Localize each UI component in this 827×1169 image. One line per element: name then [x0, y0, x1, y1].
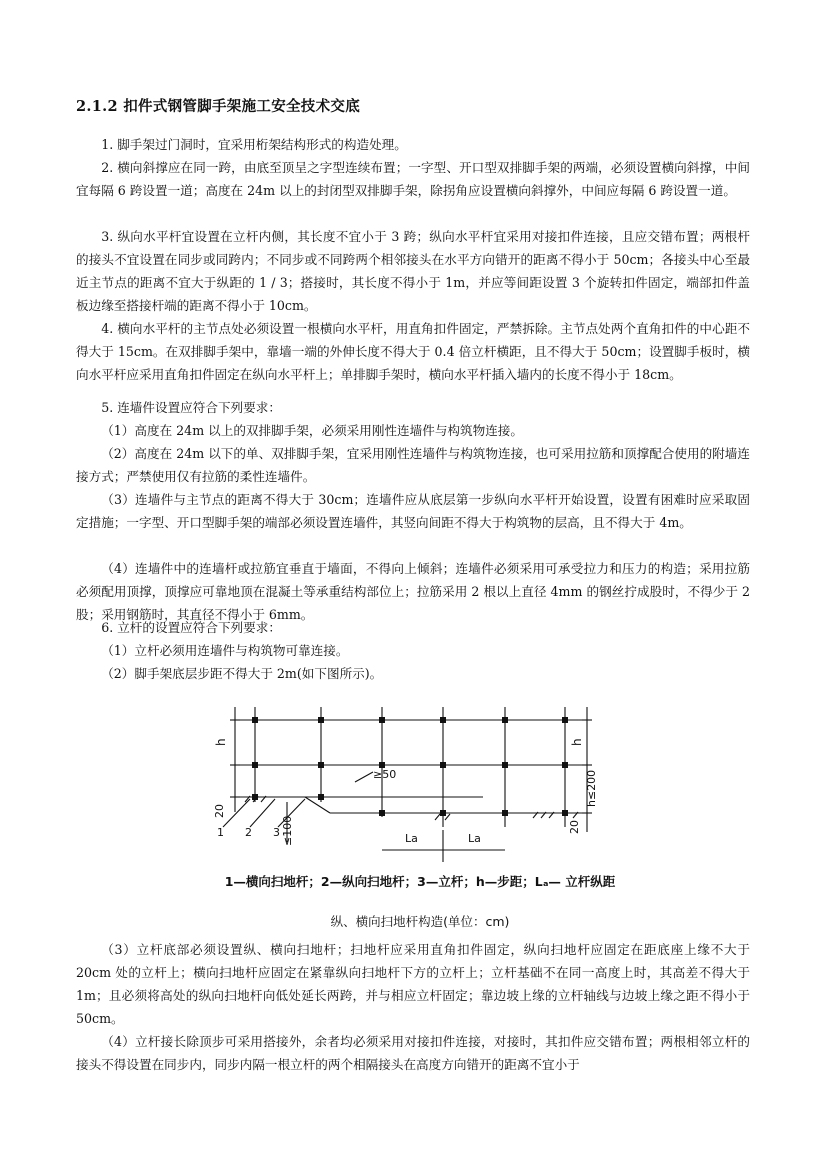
paragraph-6-2: （2）脚手架底层步距不得大于 2m(如下图所示)。 [101, 666, 383, 681]
label-h-le-200: h≤200 [585, 769, 598, 807]
label-20-left: 20 [213, 804, 226, 818]
paragraph-5-2: （2）高度在 24m 以下的单、双排脚手架，宜采用刚性连墙件与构筑物连接，也可采用拉筋和顶撑配合使用的附墙连接方式；严禁使用仅有拉筋的柔性连墙件。 [76, 446, 750, 484]
scaffold-sweeping-pole-diagram [195, 702, 625, 892]
paragraph-6-1: （1）立杆必须用连墙件与构筑物可靠连接。 [101, 643, 349, 658]
label-20-right: 20 [568, 820, 581, 834]
paragraph-5-4: （4）连墙件中的连墙杆或拉筋宜垂直于墙面，不得向上倾斜；连墙件必须采用可承受拉力和压力的构造；采用拉筋必须配用顶撑，顶撑应可靠地顶在混凝土等承重结构部位上；拉筋采用 2 根以上直径 4mm 的钢丝拧成股时，不得少于 2 股；采用钢筋时，其直径不得小于 6mm。 [76, 561, 750, 622]
label-slope-50: ≥50 [373, 768, 397, 781]
paragraph-6-3: （3）立杆底部必须设置纵、横向扫地杆；扫地杆应采用直角扣件固定，纵向扫地杆应固定在距底座上缘不大于 20cm 处的立杆上；横向扫地杆应固定在紧靠纵向扫地杆下方的立杆上；立杆基础不在同一高度上时，其高差不得大于 1m；且必须将高处的纵向扫地杆向低处延长两跨，并与相应立杆固定；靠边坡上缘的立杆轴线与边坡上缘之距不得小于 50cm。 [76, 942, 750, 1026]
paragraph-5: 5. 连墙件设置应符合下列要求： [101, 400, 281, 415]
label-la-2: La [468, 832, 481, 845]
label-le-100: ≤100 [281, 815, 294, 846]
label-la-1: La [405, 832, 418, 845]
paragraph-5-3: （3）连墙件与主节点的距离不得大于 30cm；连墙件应从底层第一步纵向水平杆开始设置，设置有困难时应采取固定措施；一字型、开口型脚手架的端部必须设置连墙件，其竖向间距不得大于构筑物的层高，且不得大于 4m。 [76, 492, 750, 530]
paragraph-5-1: （1）高度在 24m 以上的双排脚手架，必须采用刚性连墙件与构筑物连接。 [101, 423, 523, 438]
paragraph-1: 1. 脚手架过门洞时，宜采用桁架结构形式的构造处理。 [101, 137, 407, 152]
section-title: 2.1.2 扣件式钢管脚手架施工安全技术交底 [76, 98, 361, 115]
label-h-left: h [214, 738, 228, 746]
paragraph-3: 3. 纵向水平杆宜设置在立杆内侧，其长度不宜小于 3 跨；纵向水平杆宜采用对接扣件连接，且应交错布置；两根杆的接头不宜设置在同步或同跨内；不同步或不同跨两个相邻接头在水平方向错开的距离不得小于 50cm；各接头中心至最近主节点的距离不宜大于纵距的 1 / 3；搭接时，其长度不得小于 1m，并应等间距设置 3 个旋转扣件固定，端部扣件盖板边缘至搭接杆端的距离不得小于 10cm。 [76, 229, 750, 313]
label-3: 3 [273, 826, 280, 839]
paragraph-6: 6. 立杆的设置应符合下列要求： [101, 620, 281, 635]
label-h-right: h [570, 738, 584, 746]
label-1: 1 [217, 826, 224, 839]
paragraph-6-4: （4）立杆接长除顶步可采用搭接外，余者均必须采用对接扣件连接，对接时，其扣件应交错布置；两根相邻立杆的接头不得设置在同步内，同步内隔一根立杆的两个相隔接头在高度方向错开的距离不宜小于 [76, 1034, 750, 1072]
label-2: 2 [245, 826, 252, 839]
coupler-nodes [252, 717, 568, 816]
paragraph-2: 2. 横向斜撑应在同一跨，由底至顶呈之字型连续布置；一字型、开口型双排脚手架的两端，必须设置横向斜撑，中间宜每隔 6 跨设置一道；高度在 24m 以上的封闭型双排脚手架，除拐角应设置横向斜撑外，中间应每隔 6 跨设置一道。 [76, 160, 750, 198]
paragraph-4: 4. 横向水平杆的主节点处必须设置一根横向水平杆，用直角扣件固定，严禁拆除。主节点处两个直角扣件的中心距不得大于 15cm。在双排脚手架中，靠墙一端的外伸长度不得大于 0.4 倍立杆横距，且不得大于 50cm；设置脚手板时，横向水平杆应采用直角扣件固定在纵向水平杆上；单排脚手架时，横向水平杆插入墙内的长度不得小于 18cm。 [76, 321, 750, 382]
diagram-legend: 1—横向扫地杆；2—纵向扫地杆；3—立杆；h—步距；Lₐ— 立杆纵距 [224, 874, 616, 889]
diagram-caption: 纵、横向扫地杆构造(单位：cm) [330, 914, 510, 929]
